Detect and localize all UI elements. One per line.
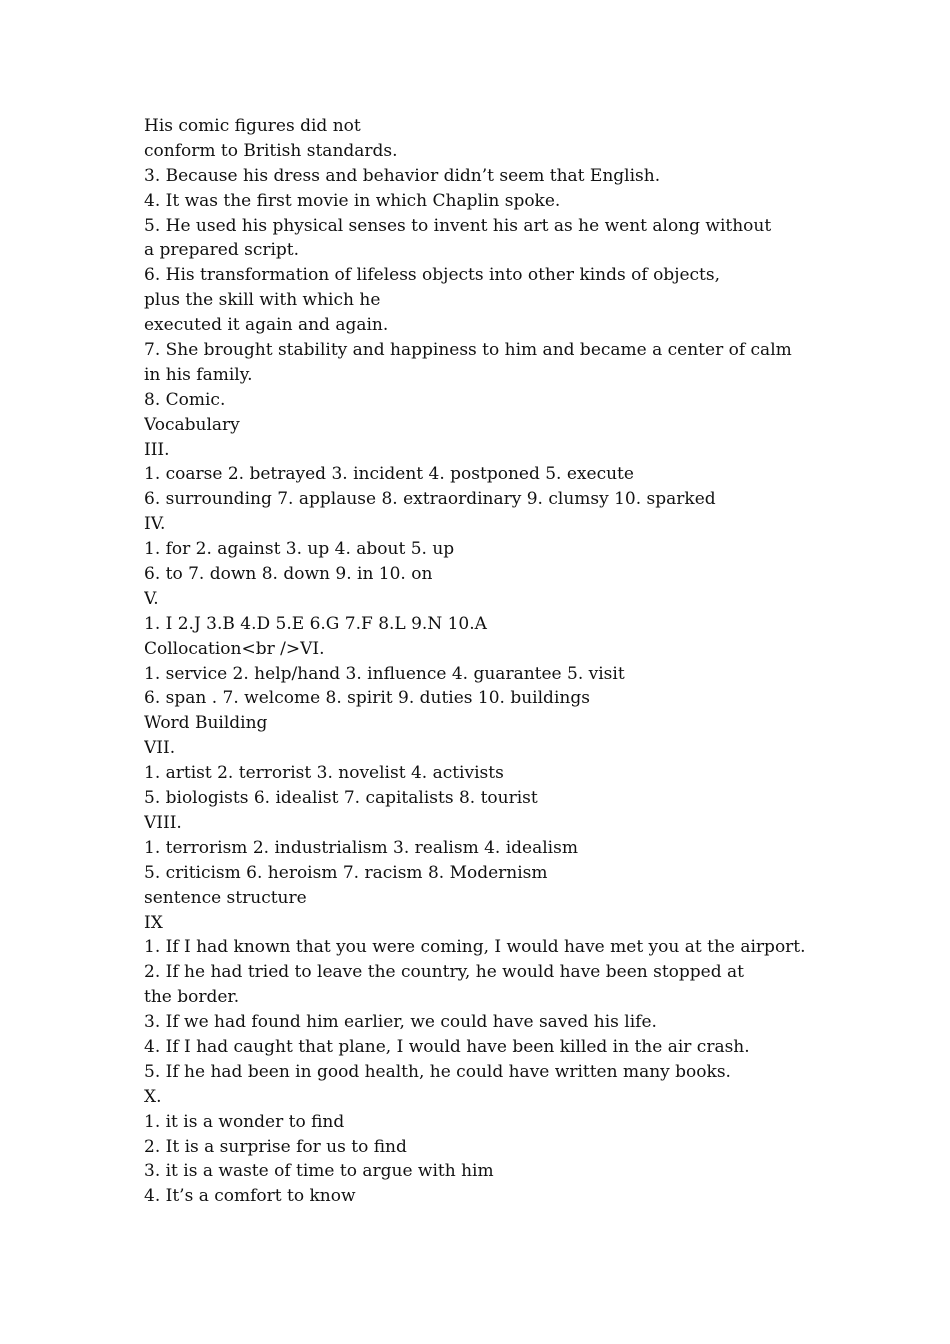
answer-line: 1. If I had known that you were coming, I would have met you at the airport. [144, 937, 806, 958]
text-line: conform to British standards. [144, 140, 398, 161]
text-line: in his family. [144, 364, 253, 385]
text-line: 5. He used his physical senses to invent his art as he went along without [144, 215, 772, 236]
answer-line: 6. to 7. down 8. down 9. in 10. on [144, 564, 433, 585]
exercise-number: IV. [144, 514, 166, 535]
answer-line: 6. span . 7. welcome 8. spirit 9. duties 10. buildings [144, 688, 590, 709]
text-line: His comic figures did not [144, 116, 361, 136]
text-line: a prepared script. [144, 240, 300, 261]
answer-line: 4. It’s a comfort to know [144, 1186, 356, 1207]
answer-line: 1. for 2. against 3. up 4. about 5. up [144, 539, 455, 560]
answer-line: 1. coarse 2. betrayed 3. incident 4. postponed 5. execute [144, 464, 634, 485]
exercise-number: III. [144, 439, 170, 460]
answer-line: 5. biologists 6. idealist 7. capitalists 8. tourist [144, 788, 538, 809]
answer-line: 6. surrounding 7. applause 8. extraordinary 9. clumsy 10. sparked [144, 489, 716, 510]
answer-line: 2. If he had tried to leave the country, he would have been stopped at [144, 962, 744, 983]
answer-line: 1. service 2. help/hand 3. influence 4. guarantee 5. visit [144, 663, 625, 684]
text-line: 8. Comic. [144, 389, 226, 410]
answer-line: 1. artist 2. terrorist 3. novelist 4. activists [144, 763, 504, 784]
answer-line: the border. [144, 987, 240, 1008]
text-line: executed it again and again. [144, 315, 389, 336]
answer-line: 5. criticism 6. heroism 7. racism 8. Modernism [144, 862, 548, 883]
section-heading: Collocation<br />VI. [144, 638, 325, 659]
exercise-number: X. [144, 1086, 162, 1107]
text-line: plus the skill with which he [144, 290, 381, 311]
exercise-number: IX [144, 912, 163, 933]
answer-line: 3. If we had found him earlier, we could have saved his life. [144, 1012, 657, 1033]
answer-line: 1. I 2.J 3.B 4.D 5.E 6.G 7.F 8.L 9.N 10.A [144, 613, 487, 634]
exercise-number: VIII. [144, 812, 182, 833]
document-body [144, 114, 810, 1209]
text-line: 7. She brought stability and happiness to him and became a center of calm [144, 340, 792, 361]
section-heading: Vocabulary [144, 414, 240, 435]
answer-line: 3. it is a waste of time to argue with him [144, 1161, 494, 1182]
exercise-number: VII. [144, 738, 176, 759]
text-line: 3. Because his dress and behavior didn’t seem that English. [144, 165, 661, 186]
answer-line: 5. If he had been in good health, he could have written many books. [144, 1061, 731, 1082]
answer-line: 1. terrorism 2. industrialism 3. realism 4. idealism [144, 837, 578, 858]
text-line: 4. It was the first movie in which Chaplin spoke. [144, 190, 561, 211]
text-line: 6. His transformation of lifeless objects into other kinds of objects, [144, 265, 720, 286]
exercise-number: V. [144, 588, 159, 609]
section-heading: sentence structure [144, 887, 307, 908]
answer-line: 4. If I had caught that plane, I would have been killed in the air crash. [144, 1036, 750, 1057]
answer-line: 2. It is a surprise for us to find [144, 1136, 407, 1157]
section-heading: Word Building [144, 713, 268, 734]
answer-line: 1. it is a wonder to find [144, 1111, 345, 1132]
